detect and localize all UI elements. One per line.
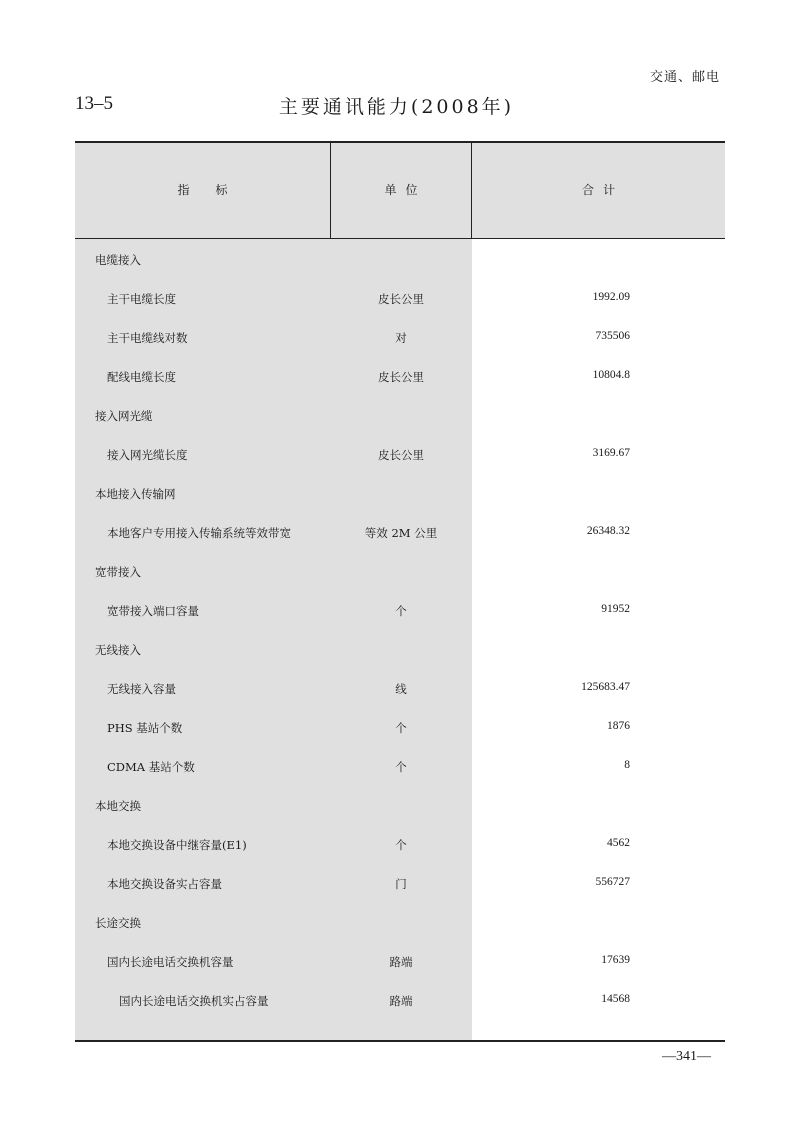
row-value: 26348.32 (586, 525, 630, 537)
table-row (75, 865, 725, 904)
row-value: 17639 (601, 954, 630, 966)
row-indicator: 本地交换设备实占容量 (107, 877, 222, 891)
table-row (75, 436, 725, 475)
table-row (75, 748, 725, 787)
row-indicator: 国内长途电话交换机容量 (107, 955, 234, 969)
row-unit: 皮长公里 (378, 292, 424, 306)
table-row (75, 631, 725, 670)
table-row (75, 319, 725, 358)
header-total: 合计 (581, 183, 624, 197)
row-unit: 对 (395, 331, 407, 345)
table-row (75, 709, 725, 748)
row-value: 4562 (607, 837, 630, 849)
row-indicator: 电缆接入 (95, 253, 141, 267)
table-row (75, 553, 725, 592)
row-indicator: 接入网光缆长度 (107, 448, 188, 462)
table-row (75, 514, 725, 553)
row-unit: 个 (395, 838, 407, 852)
page-number: —341— (662, 1049, 711, 1064)
row-unit: 个 (395, 604, 407, 618)
row-value: 91952 (601, 603, 630, 615)
table-row (75, 943, 725, 982)
row-indicator: PHS 基站个数 (107, 721, 183, 735)
row-unit: 皮长公里 (378, 370, 424, 384)
row-value: 10804.8 (592, 369, 630, 381)
table-header (75, 143, 725, 239)
row-indicator: 主干电缆线对数 (107, 331, 188, 345)
table-row (75, 826, 725, 865)
row-unit: 门 (395, 877, 407, 891)
row-unit: 线 (395, 682, 407, 696)
table-row (75, 592, 725, 631)
table-number: 13–5 (75, 93, 113, 114)
row-value: 556727 (595, 876, 630, 888)
table-row (75, 982, 725, 1021)
row-value: 735506 (595, 330, 630, 342)
row-indicator: 宽带接入端口容量 (107, 604, 199, 618)
table-row (75, 475, 725, 514)
table-row (75, 904, 725, 943)
row-unit: 路端 (389, 994, 413, 1008)
row-value: 8 (624, 759, 630, 771)
table-title: 主要通讯能力(2008年) (278, 96, 515, 118)
row-indicator: 接入网光缆 (95, 409, 153, 423)
row-indicator: CDMA 基站个数 (107, 760, 195, 774)
row-indicator: 配线电缆长度 (107, 370, 176, 384)
row-unit: 个 (395, 760, 407, 774)
row-unit: 个 (395, 721, 407, 735)
row-indicator: 本地接入传输网 (95, 487, 176, 501)
table-row (75, 787, 725, 826)
table-row (75, 241, 725, 280)
row-indicator: 无线接入 (95, 643, 141, 657)
row-indicator: 主干电缆长度 (107, 292, 176, 306)
row-value: 14568 (601, 993, 630, 1005)
row-value: 1992.09 (592, 291, 630, 303)
row-unit: 等效 2M 公里 (364, 526, 438, 540)
table-row (75, 397, 725, 436)
table-row (75, 670, 725, 709)
row-indicator: 无线接入容量 (107, 682, 176, 696)
row-indicator: 本地交换 (95, 799, 141, 813)
row-indicator: 本地交换设备中继容量(E1) (107, 838, 247, 852)
table-row (75, 358, 725, 397)
row-indicator: 本地客户专用接入传输系统等效带宽 (107, 526, 291, 540)
row-indicator: 长途交换 (95, 916, 141, 930)
row-indicator: 宽带接入 (95, 565, 141, 579)
header-unit: 单位 (384, 183, 427, 197)
data-table (75, 141, 725, 1042)
section-label: 交通、邮电 (649, 70, 720, 85)
table-row (75, 280, 725, 319)
row-value: 125683.47 (581, 681, 630, 693)
row-unit: 路端 (389, 955, 413, 969)
header-indicator: 指标 (177, 183, 254, 197)
table-body (75, 241, 725, 1021)
row-unit: 皮长公里 (378, 448, 424, 462)
row-indicator: 国内长途电话交换机实占容量 (119, 994, 269, 1008)
row-value: 3169.67 (592, 447, 630, 459)
row-value: 1876 (607, 720, 630, 732)
